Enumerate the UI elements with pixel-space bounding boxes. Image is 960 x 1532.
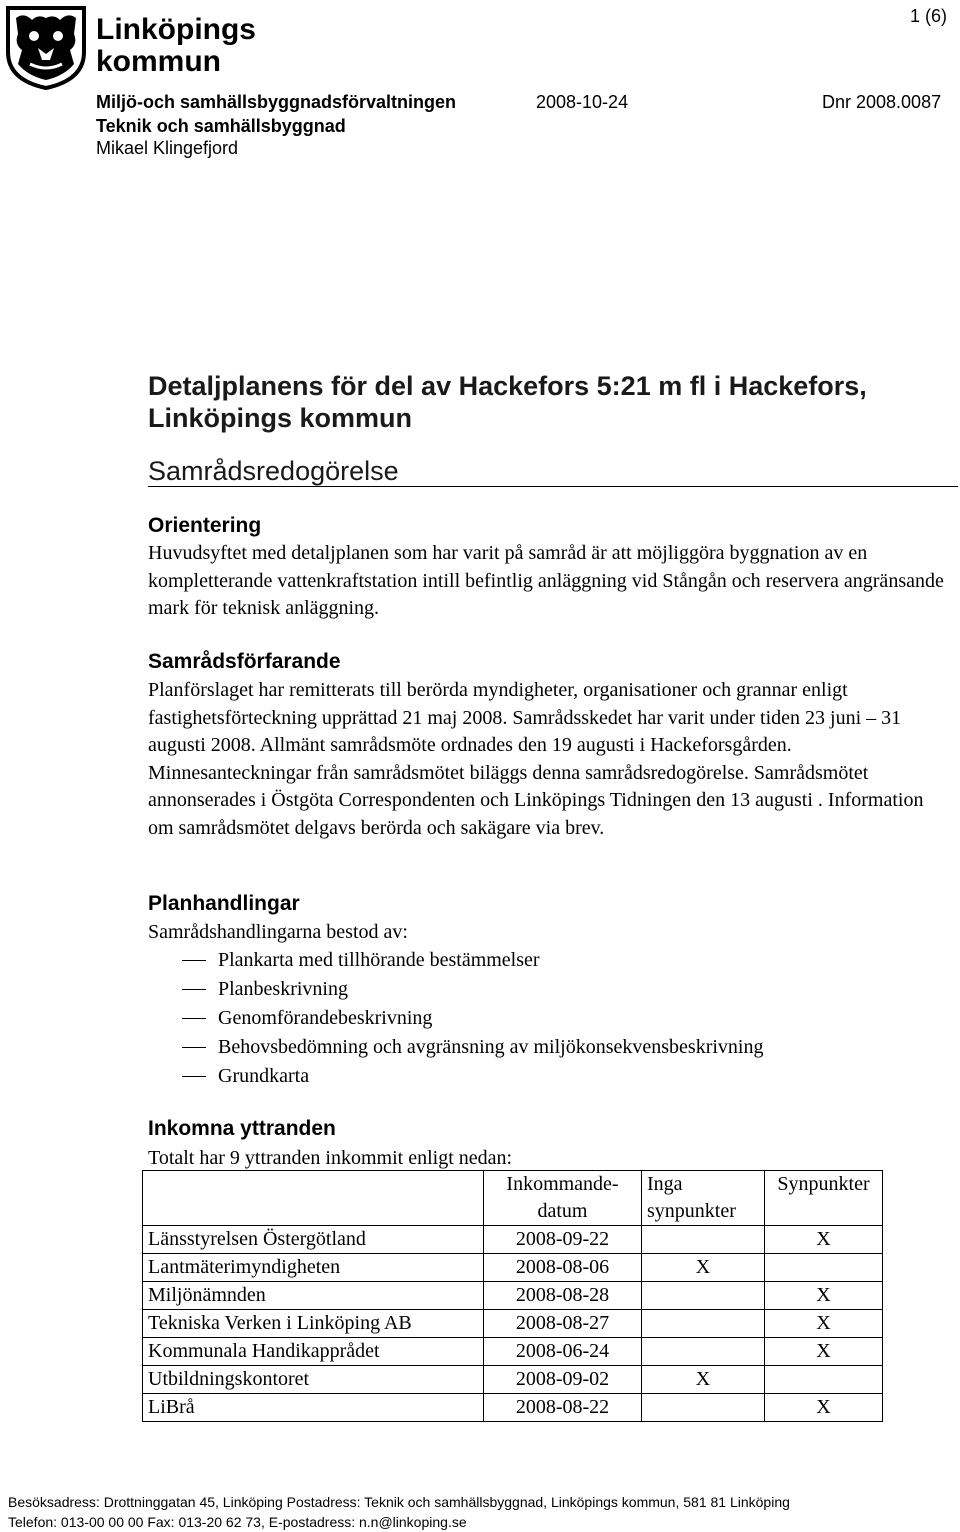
author: Mikael Klingefjord: [96, 138, 239, 158]
heading-inkomna-yttranden: Inkomna yttranden: [148, 1117, 336, 1140]
table-row: [143, 1254, 883, 1282]
list-item-text: Planbeskrivning: [218, 978, 348, 1000]
table-row: [143, 1282, 883, 1310]
list-item-text: Behovsbedömning och avgränsning av miljökonsekvensbeskrivning: [218, 1036, 764, 1058]
cell-no-comments: [642, 1338, 765, 1366]
list-item: [148, 1062, 763, 1091]
cell-organisation: Tekniska Verken i Linköping AB: [143, 1310, 484, 1338]
table-header-row: [143, 1171, 883, 1226]
list-item: [148, 946, 763, 975]
paragraph-samradsforfarande: Planförslaget har remitterats till berörda myndigheter, organisationer och grannar enligt fastighetsförteckning upprättad 21 maj 2008. Samrådsskedet har varit under tiden 23 juni – 31 augusti 2008. Allmänt samrådsmöte ordnades den 19 augusti i Hackeforsgården. Minnesanteckningar från samrådsmötet biläggs denna samrådsredogörelse. Samrådsmötet annonserades i Östgöta Correspondenten och Linköpings Tidningen den 13 augusti . Information om samrådsmötet delgavs berörda och sakägare via brev.: [148, 679, 924, 839]
cell-comments: [765, 1254, 883, 1282]
cell-comments: X: [765, 1282, 883, 1310]
heading-orientering: Orientering: [148, 514, 262, 537]
unit: Teknik och samhällsbyggnad: [96, 116, 346, 136]
list-item-text: Grundkarta: [218, 1065, 310, 1087]
responses-table: [142, 1170, 883, 1422]
org-name: Linköpings kommun: [96, 13, 256, 78]
cell-no-comments: X: [642, 1254, 765, 1282]
cell-comments: X: [765, 1394, 883, 1422]
dash-bullet: [182, 1047, 206, 1048]
cell-comments: X: [765, 1310, 883, 1338]
cell-no-comments: [642, 1310, 765, 1338]
page-number: 1 (6): [910, 6, 948, 26]
table-row: [143, 1394, 883, 1422]
inkomna-intro: Totalt har 9 yttranden inkommit enligt nedan:: [148, 1147, 513, 1169]
cell-date: 2008-09-02: [484, 1366, 642, 1394]
column-header-comments: Synpunkter: [765, 1171, 883, 1226]
cell-organisation: Lantmäterimyndigheten: [143, 1254, 484, 1282]
document-subtitle: Samrådsredogörelse: [148, 456, 399, 486]
document-date: 2008-10-24: [536, 92, 629, 112]
dash-bullet: [182, 1076, 206, 1077]
list-item-text: Plankarta med tillhörande bestämmelser: [218, 949, 540, 971]
footer-address: Besöksadress: Drottninggatan 45, Linköping Postadress: Teknik och samhällsbyggnad, Linköpings kommun, 581 81 Linköping: [8, 1494, 790, 1510]
column-header-date: Inkommande-datum: [484, 1171, 642, 1226]
document-title: Detaljplanens för del av Hackefors 5:21 m fl i Hackefors, Linköpings kommun: [148, 371, 867, 433]
list-item: [148, 1004, 763, 1033]
table-row: [143, 1226, 883, 1254]
heading-planhandlingar: Planhandlingar: [148, 892, 300, 915]
cell-no-comments: X: [642, 1366, 765, 1394]
dash-bullet: [182, 960, 206, 961]
footer-contact: Telefon: 013-00 00 00 Fax: 013-20 62 73, E-postadress: n.n@linkoping.se: [8, 1514, 467, 1530]
cell-organisation: LiBrå: [143, 1394, 484, 1422]
cell-date: 2008-08-28: [484, 1282, 642, 1310]
list-item-text: Genomförandebeskrivning: [218, 1007, 433, 1029]
planhandlingar-list: [148, 946, 763, 1091]
department: Miljö-och samhällsbyggnadsförvaltningen: [96, 92, 457, 112]
diary-number: Dnr 2008.0087: [822, 92, 942, 112]
cell-date: 2008-06-24: [484, 1338, 642, 1366]
cell-date: 2008-08-06: [484, 1254, 642, 1282]
dash-bullet: [182, 989, 206, 990]
cell-organisation: Miljönämnden: [143, 1282, 484, 1310]
cell-organisation: Utbildningskontoret: [143, 1366, 484, 1394]
cell-organisation: Kommunala Handikapprådet: [143, 1338, 484, 1366]
list-item: [148, 975, 763, 1004]
cell-no-comments: [642, 1394, 765, 1422]
dash-bullet: [182, 1018, 206, 1019]
cell-comments: X: [765, 1338, 883, 1366]
cell-date: 2008-09-22: [484, 1226, 642, 1254]
planhandlingar-intro: Samrådshandlingarna bestod av:: [148, 921, 408, 943]
paragraph-orientering: Huvudsyftet med detaljplanen som har varit på samråd är att möjliggöra byggnation av en kompletterande vattenkraftstation intill befintlig anläggning vid Stångån och reservera angränsande mark för teknisk anläggning.: [148, 542, 944, 619]
heading-samradsforfarande: Samrådsförfarande: [148, 650, 341, 673]
cell-date: 2008-08-22: [484, 1394, 642, 1422]
table-row: [143, 1310, 883, 1338]
column-header-organisation: [143, 1171, 484, 1226]
lion-crest-logo: [4, 4, 88, 90]
cell-comments: X: [765, 1226, 883, 1254]
list-item: [148, 1033, 763, 1062]
column-header-no-comments: Inga synpunkter: [642, 1171, 765, 1226]
cell-organisation: Länsstyrelsen Östergötland: [143, 1226, 484, 1254]
cell-no-comments: [642, 1282, 765, 1310]
cell-comments: [765, 1366, 883, 1394]
cell-no-comments: [642, 1226, 765, 1254]
cell-date: 2008-08-27: [484, 1310, 642, 1338]
title-rule: [148, 486, 958, 487]
table-row: [143, 1366, 883, 1394]
table-row: [143, 1338, 883, 1366]
